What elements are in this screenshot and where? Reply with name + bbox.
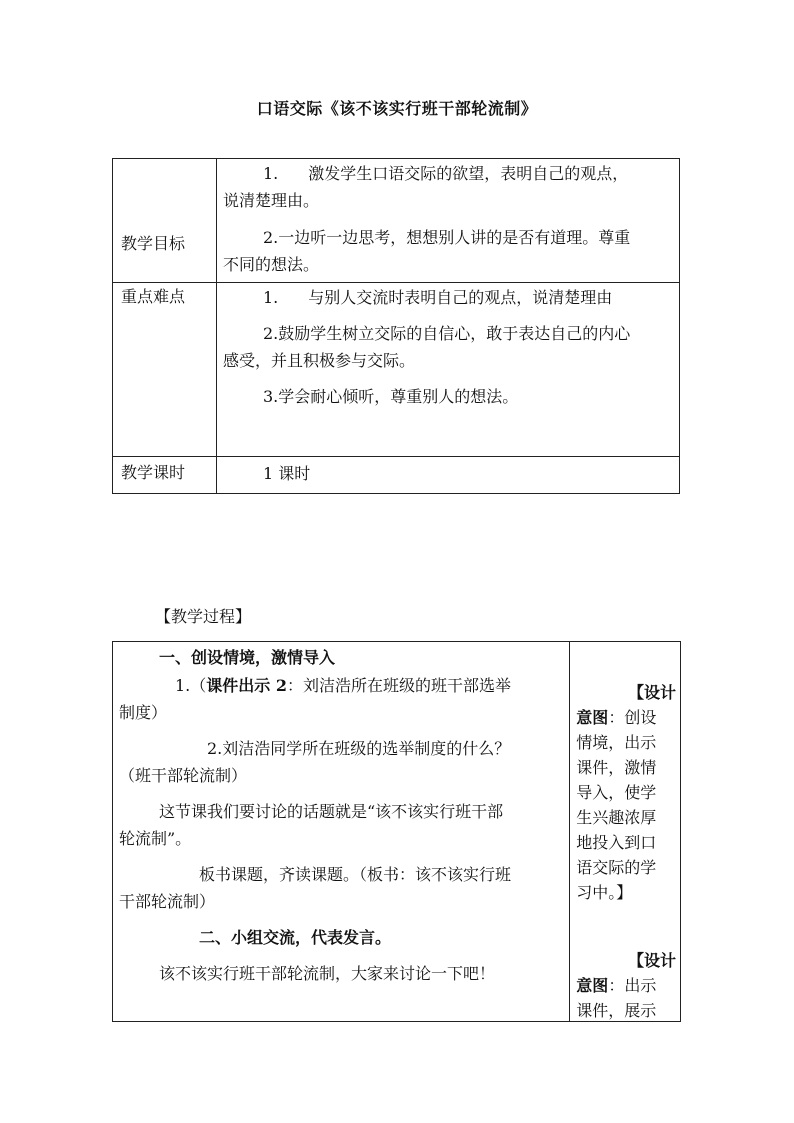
goals-line-1-cont: 说清楚理由。 — [223, 191, 320, 210]
design-intent-1-line: 生兴趣浓厚 — [576, 808, 657, 827]
item-1-cont: 制度） — [119, 703, 168, 722]
hours-label-cell — [113, 457, 217, 494]
para-3: 这节课我们要讨论的话题就是“该不该实行班干部 — [159, 802, 504, 821]
process-table — [112, 641, 681, 1022]
keypoints-line-3: 3.学会耐心倾听，尊重别人的想法。 — [263, 387, 519, 406]
goals-label-cell — [113, 159, 217, 283]
design-intent-1-line: 意图：创设 — [576, 708, 657, 727]
hours-content-cell — [217, 457, 680, 494]
goals-line-1: 1. 激发学生口语交际的欲望，表明自己的观点， — [263, 164, 629, 183]
page-title: 口语交际《该不该实行班干部轮流制》 — [256, 99, 538, 118]
design-intent-1-line: 【设计 — [627, 683, 676, 702]
goals-line-2: 2.一边听一边思考，想想别人讲的是否有道理。尊重 — [263, 228, 631, 247]
step-1-title: 一、创设情境，激情导入 — [159, 648, 336, 667]
design-intent-1-line: 导入，使学 — [576, 783, 657, 802]
design-intent-1-line: 语交际的学 — [576, 858, 657, 877]
keypoints-label: 重点难点 — [121, 287, 186, 306]
design-intent-1-line: 情境，出示 — [576, 733, 657, 752]
keypoints-line-2-cont: 感受，并且积极参与交际。 — [223, 351, 416, 370]
design-intent-2-line: 【设计 — [627, 951, 676, 970]
design-intent-1-line: 地投入到口 — [576, 833, 657, 852]
keypoints-content-cell — [217, 283, 680, 457]
design-intent-2-line: 课件，展示 — [576, 1001, 657, 1020]
hours-value: 1 课时 — [263, 464, 311, 483]
item-1: 1.（课件出示 2：刘洁浩所在班级的班干部选举 — [175, 676, 512, 695]
keypoints-line-2: 2.鼓励学生树立交际的自信心，敢于表达自己的内心 — [263, 324, 631, 343]
para-3-cont: 轮流制”。 — [119, 829, 192, 848]
design-intent-cell — [570, 642, 681, 1022]
goals-label: 教学目标 — [121, 234, 186, 253]
keypoints-line-1: 1. 与别人交流时表明自己的观点，说清楚理由 — [263, 288, 613, 307]
step-2-title: 二、小组交流，代表发言。 — [199, 928, 392, 947]
design-intent-2-line: 意图：出示 — [576, 976, 657, 995]
goals-line-2-cont: 不同的想法。 — [223, 255, 320, 274]
overview-table — [112, 158, 680, 494]
design-intent-1-line: 课件，激情 — [576, 758, 657, 777]
hours-label: 教学课时 — [121, 463, 186, 482]
design-intent-1 — [576, 680, 676, 905]
goals-content-cell — [217, 159, 680, 283]
keypoints-label-cell — [113, 283, 217, 457]
process-heading: 【教学过程】 — [155, 607, 252, 626]
para-5: 该不该实行班干部轮流制，大家来讨论一下吧！ — [159, 964, 496, 983]
design-intent-1-line: 习中。】 — [576, 883, 633, 902]
para-4: 板书课题，齐读课题。（板书：该不该实行班 — [199, 865, 512, 884]
item-2: 2.刘洁浩同学所在班级的选举制度的什么？ — [207, 739, 511, 758]
process-main-cell — [113, 642, 570, 1022]
design-intent-2 — [576, 948, 676, 1020]
item-2-cont: （班干部轮流制） — [119, 766, 248, 785]
para-4-cont: 干部轮流制） — [119, 892, 216, 911]
